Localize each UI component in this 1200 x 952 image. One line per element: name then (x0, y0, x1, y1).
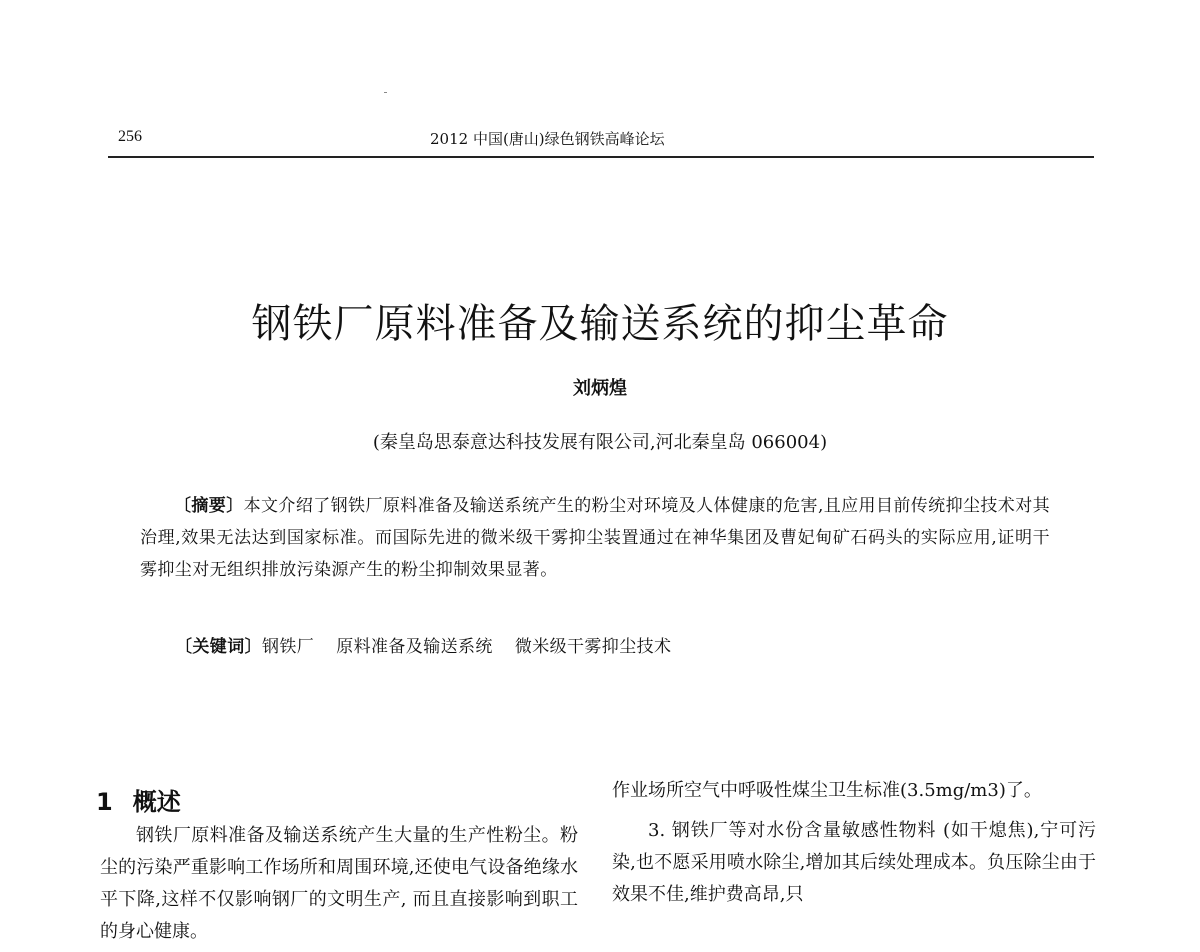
header-rule (108, 156, 1094, 158)
section-number: 1 (96, 788, 113, 816)
right-column (612, 775, 1096, 911)
keyword-item: 原料准备及输送系统 (336, 637, 493, 657)
abstract (140, 490, 1050, 586)
abstract-label: 〔摘要〕 (174, 496, 244, 516)
list-item-3: 3. 钢铁厂等对水份含量敏感性物料 (如干熄焦),宁可污染,也不愿采用喷水除尘,增加其后续处理成本。负压除尘由于效果不佳,维护费高昂,只 (612, 820, 1096, 905)
running-head: 2012 中国(唐山)绿色钢铁高峰论坛 (430, 130, 665, 148)
continuation-paragraph: 作业场所空气中呼吸性煤尘卫生标准(3.5mg/m3)了。 (612, 780, 1042, 801)
page-number: 256 (118, 128, 142, 145)
paper-title: 钢铁厂原料准备及输送系统的抑尘革命 (251, 301, 949, 347)
abstract-text: 本文介绍了钢铁厂原料准备及输送系统产生的粉尘对环境及人体健康的危害,且应用目前传统抑尘技术对其治理,效果无法达到国家标准。而国际先进的微米级干雾抑尘装置通过在神华集团及曹妃甸矿石码头的实际应用,证明干雾抑尘对无组织排放污染源产生的粉尘抑制效果显著。 (140, 496, 1050, 580)
keyword-item: 钢铁厂 (262, 637, 315, 657)
left-column-paragraph: 钢铁厂原料准备及输送系统产生大量的生产性粉尘。粉尘的污染严重影响工作场所和周围环境,还使电气设备绝缘水平下降,这样不仅影响钢厂的文明生产, 而且直接影响到职工的身心健康。 (100, 825, 578, 942)
affiliation: (秦皇岛思泰意达科技发展有限公司,河北秦皇岛 066004) (372, 432, 828, 453)
keywords (175, 632, 671, 657)
section-heading (96, 782, 181, 817)
keyword-item: 微米级干雾抑尘技术 (514, 637, 672, 657)
scan-mark (384, 92, 387, 93)
section-title: 概述 (132, 788, 181, 816)
keywords-label: 〔关键词〕 (175, 637, 262, 657)
author: 刘炳煌 (573, 378, 627, 399)
